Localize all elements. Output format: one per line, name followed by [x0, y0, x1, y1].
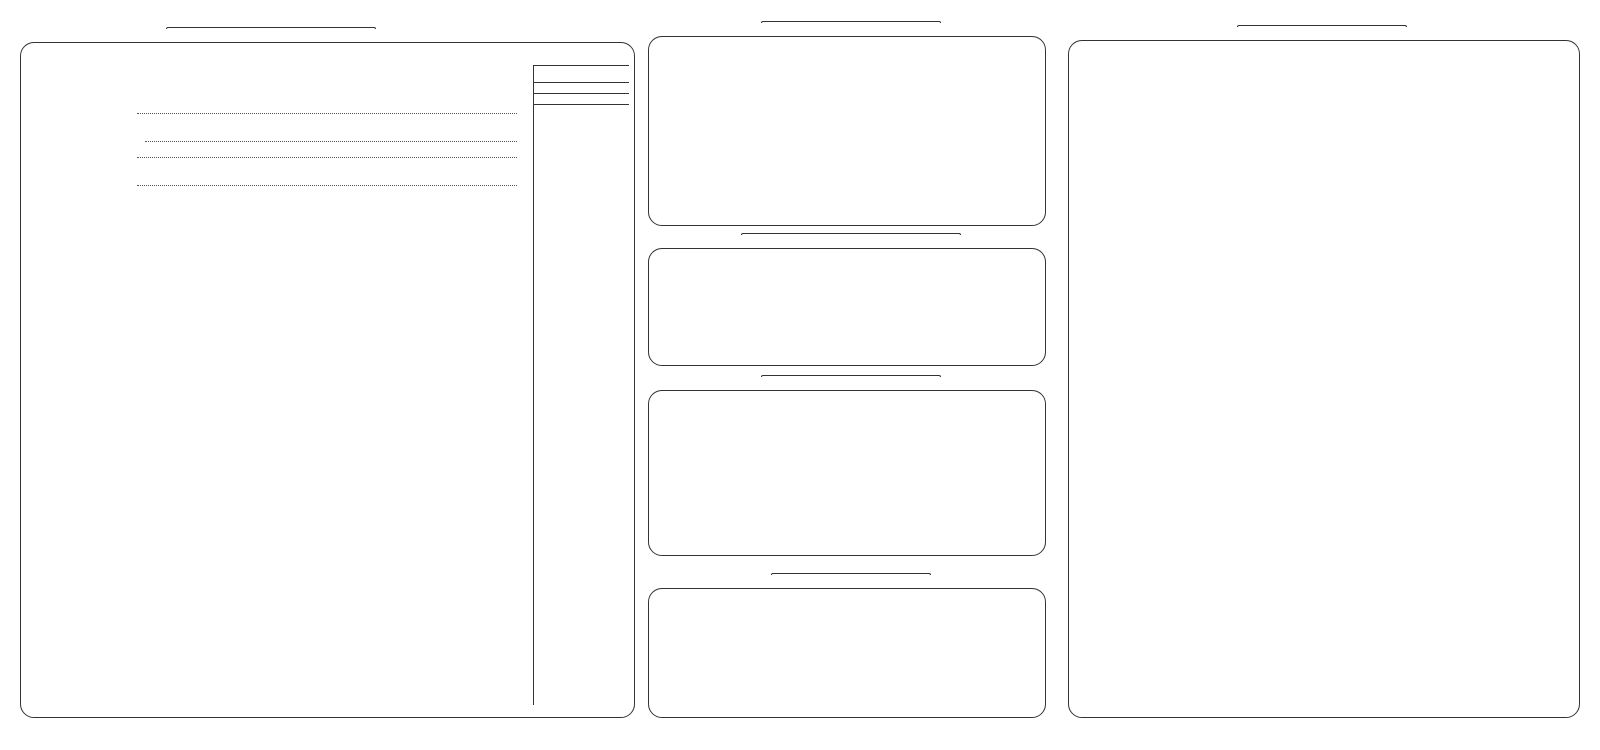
- anthem-title-tab: [771, 573, 931, 575]
- order-row-hymn2: [41, 57, 521, 91]
- saturday-panel: [648, 390, 1046, 556]
- wednesday-title-tab: [761, 21, 941, 23]
- wednesday-panel: [648, 36, 1046, 226]
- word-title-tab: [1237, 25, 1407, 27]
- rep-prayer-heading: [529, 93, 629, 94]
- verse-heading: [529, 65, 629, 66]
- saturday-title-tab: [761, 375, 941, 377]
- friday-panel: [648, 248, 1046, 366]
- word-of-life-panel: [1068, 40, 1580, 718]
- sunday-title-tab: [166, 27, 376, 29]
- side-divider: [533, 65, 534, 705]
- friday-title-tab: [741, 233, 961, 235]
- anthem-panel: [648, 588, 1046, 718]
- presider-heading: [529, 82, 629, 83]
- sunday-order: [41, 57, 521, 195]
- order-row-prayer: [41, 91, 521, 119]
- order-row-sermon: [41, 163, 521, 191]
- offering-heading: [529, 104, 629, 105]
- order-row-anthem: [41, 133, 521, 163]
- sunday-worship-panel: [20, 42, 635, 718]
- side-column: [529, 65, 629, 108]
